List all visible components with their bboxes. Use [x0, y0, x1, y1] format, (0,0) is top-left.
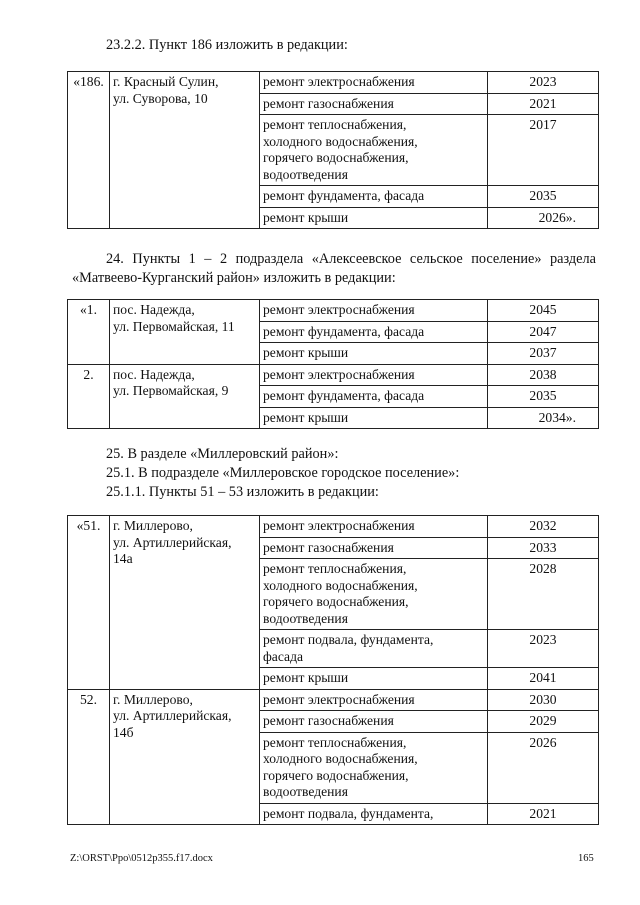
item-number: «51. [68, 516, 110, 690]
work-year: 2030 [488, 689, 599, 711]
work-year: 2028 [488, 559, 599, 630]
work-type: ремонт крыши [260, 407, 488, 429]
work-year: 2045 [488, 300, 599, 322]
work-year: 2037 [488, 343, 599, 365]
paragraph-25: 25. В разделе «Миллеровский район»: [106, 446, 339, 462]
item-number: 2. [68, 364, 110, 429]
work-type: ремонт крыши [260, 207, 488, 229]
work-type: ремонт газоснабжения [260, 711, 488, 733]
paragraph-24: 24. Пункты 1 – 2 подраздела «Алексеевское сельское поселение» раздела «Матвеево-Курганский район» изложить в редакции: [72, 251, 596, 286]
table-items-1-2 [67, 299, 599, 429]
work-type: ремонт электроснабжения [260, 689, 488, 711]
item-address: пос. Надежда, ул. Первомайская, 11 [110, 300, 260, 365]
work-year: 2029 [488, 711, 599, 733]
work-type: ремонт подвала, фундамента, фасада [260, 630, 488, 668]
paragraph-25-1: 25.1. В подразделе «Миллеровское городское поселение»: [106, 465, 460, 481]
work-year: 2033 [488, 537, 599, 559]
footer-page-number: 165 [578, 853, 594, 864]
work-type: ремонт электроснабжения [260, 72, 488, 94]
table-row [68, 516, 599, 538]
work-type: ремонт электроснабжения [260, 516, 488, 538]
paragraph-25-1-1: 25.1.1. Пункты 51 – 53 изложить в редакции: [106, 484, 379, 500]
item-number: «186. [68, 72, 110, 229]
work-type: ремонт фундамента, фасада [260, 186, 488, 208]
work-type: ремонт электроснабжения [260, 364, 488, 386]
work-type: ремонт фундамента, фасада [260, 386, 488, 408]
work-type: ремонт крыши [260, 668, 488, 690]
paragraph-23-2-2: 23.2.2. Пункт 186 изложить в редакции: [106, 37, 348, 53]
work-year: 2035 [488, 186, 599, 208]
item-address: пос. Надежда, ул. Первомайская, 9 [110, 364, 260, 429]
work-year: 2026». [488, 207, 599, 229]
work-type: ремонт газоснабжения [260, 93, 488, 115]
work-year: 2041 [488, 668, 599, 690]
work-type: ремонт теплоснабжения, холодного водоснабжения, горячего водоснабжения, водоотведения [260, 732, 488, 803]
work-type: ремонт крыши [260, 343, 488, 365]
table-item-186 [67, 71, 599, 229]
table-row [68, 300, 599, 322]
table-row [68, 689, 599, 711]
work-year: 2047 [488, 321, 599, 343]
work-year: 2017 [488, 115, 599, 186]
work-year: 2038 [488, 364, 599, 386]
work-year: 2035 [488, 386, 599, 408]
work-year: 2034». [488, 407, 599, 429]
work-type: ремонт теплоснабжения, холодного водоснабжения, горячего водоснабжения, водоотведения [260, 559, 488, 630]
item-number: 52. [68, 689, 110, 825]
item-number: «1. [68, 300, 110, 365]
work-type: ремонт фундамента, фасада [260, 321, 488, 343]
table-row [68, 72, 599, 94]
work-type: ремонт теплоснабжения, холодного водоснабжения, горячего водоснабжения, водоотведения [260, 115, 488, 186]
item-address: г. Миллерово, ул. Артиллерийская, 14а [110, 516, 260, 690]
table-row [68, 364, 599, 386]
item-address: г. Миллерово, ул. Артиллерийская, 14б [110, 689, 260, 825]
item-address: г. Красный Сулин, ул. Суворова, 10 [110, 72, 260, 229]
footer-file-path: Z:\ORST\Ppo\0512p355.f17.docx [70, 853, 213, 864]
work-year: 2023 [488, 630, 599, 668]
work-year: 2021 [488, 93, 599, 115]
work-type: ремонт электроснабжения [260, 300, 488, 322]
work-type: ремонт подвала, фундамента, [260, 803, 488, 825]
table-items-51-52 [67, 515, 599, 825]
work-year: 2021 [488, 803, 599, 825]
work-year: 2032 [488, 516, 599, 538]
work-year: 2023 [488, 72, 599, 94]
work-year: 2026 [488, 732, 599, 803]
work-type: ремонт газоснабжения [260, 537, 488, 559]
